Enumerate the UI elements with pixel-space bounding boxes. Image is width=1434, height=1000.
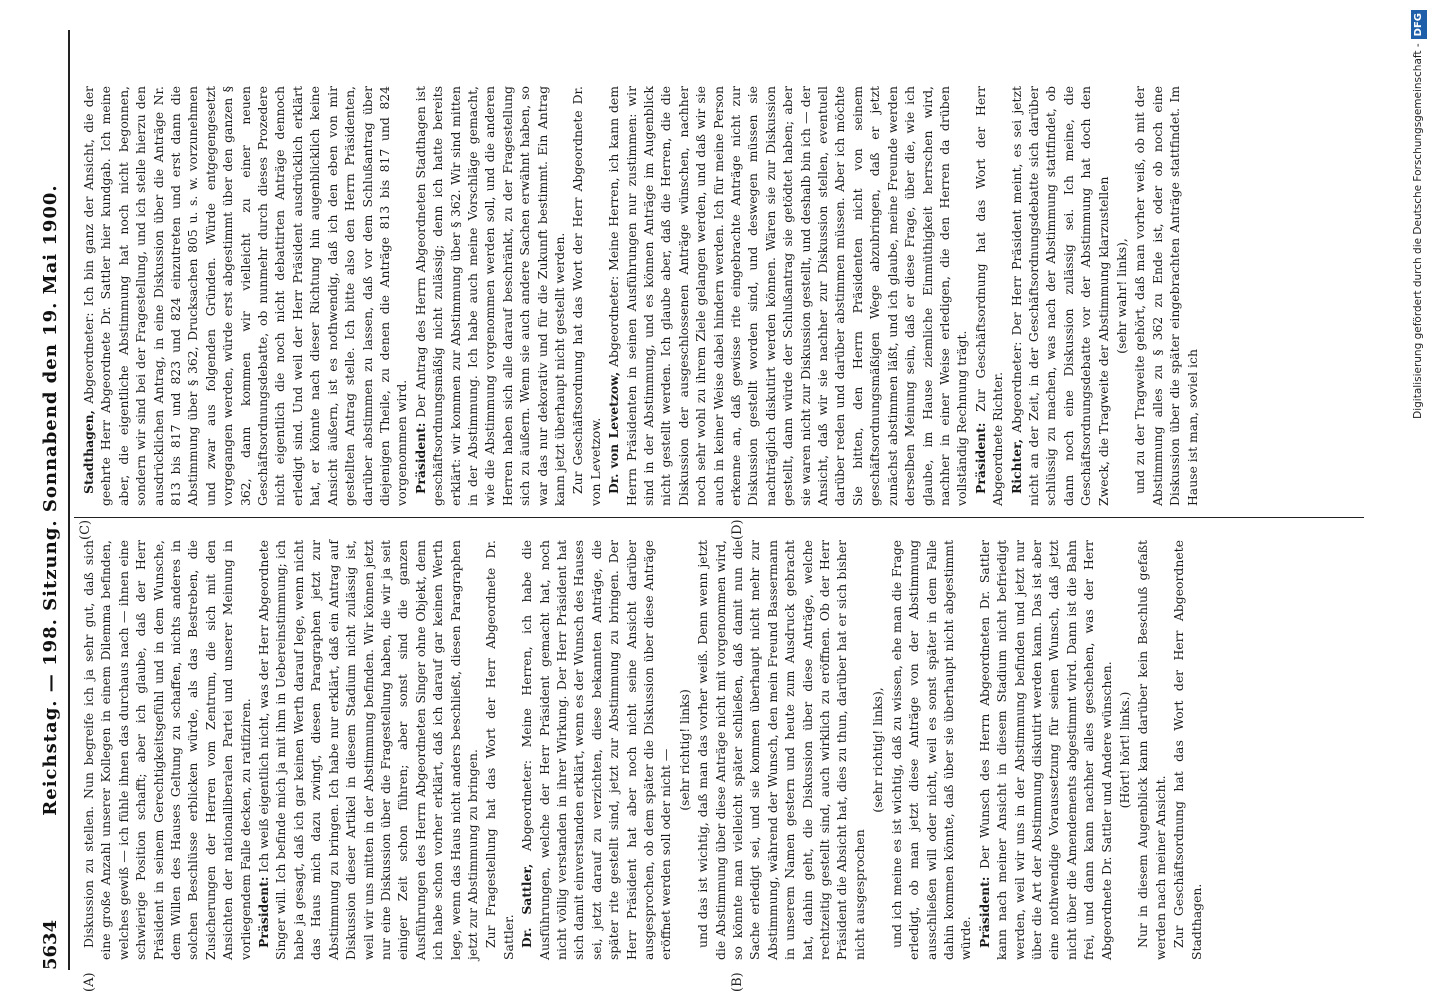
header-rule — [68, 30, 70, 970]
paragraph-text: (Hört! hört! links.) — [1116, 691, 1132, 809]
margin-mark-d: (D) — [730, 519, 745, 540]
paragraph-text: Zur Geschäftsordnung hat das Wort der Herr Abgeordnete Richter. — [972, 86, 1006, 506]
paragraph — [80, 86, 411, 506]
margin-mark-b: (B) — [730, 972, 745, 992]
paragraph — [1008, 86, 1112, 506]
paragraph-text: Abgeordneter: Der Herr Präsident meint, es sei jetzt nicht an der Zeit, in der Geschäftsordnungsdebatte sich darüber schlüssig zu machen, was nach der Abstimmung stattfindet, ob dann noch eine Diskussion zulässig sei. Ich meine, die Geschäftsordnungsdebatte vor der Abstimmung hat doch den Zweck, die Tragweite der Abstimmung klarzustellen — [1008, 86, 1111, 506]
right-column — [80, 86, 1202, 506]
paragraph-text: Zur Geschäftsordnung hat das Wort der Herr Abgeordnete Stadthagen. — [1171, 540, 1204, 960]
page-number: 5634 — [40, 919, 61, 970]
left-column — [80, 540, 1206, 960]
paragraph — [1170, 540, 1205, 960]
paragraph — [255, 540, 481, 960]
page-title: Reichstag. — 198. Sitzung. Sonnabend den 19. Mai 1900. — [40, 184, 61, 816]
paragraph — [605, 86, 971, 506]
paragraph-text: Zur Geschäftsordnung hat das Wort der Herr Abgeordnete Dr. von Levetzow. — [570, 86, 603, 506]
digitization-note: Digitalisierung gefördert durch die Deutsche Forschungsgemeinschaft - — [1412, 43, 1424, 419]
speaker-name: Dr. von Levetzow, — [606, 371, 622, 494]
paragraph-text: Ich weiß eigentlich nicht, was der Herr Abgeordnete Singer will. Ich befinde mich ja mit ihm in Uebereinstimmung; ich habe ja gesagt, daß ich gar keinen Werth darauf lege, wenn nicht das Haus mich dazu zwingt, diesen Paragraphen jetzt zur Abstimmung zu bringen. Ich habe nur erklärt, daß ein Antrag auf Diskussion dieser Artikel in diesem Stadium nicht zulässig ist, weil wir uns mitten in der Abstimmung befinden. Wir können jetzt nur eine Diskussion über die Fragestellung haben, die wir ja seit einiger Zeit schon führen; aber sonst sind die ganzen Ausführungen des Herrn Abgeordneten Singer ohne Objekt, denn ich habe schon vorher erklärt, daß ich darauf gar keinen Werth lege, wenn das Haus nicht anders beschließt, diesen Paragraphen jetzt zur Abstimmung zu bringen. — [256, 540, 480, 960]
paragraph-text: Abgeordneter: Meine Herren, ich kann dem Herrn Präsidenten in seinen Ausführungen nur zustimmen: wir sind in der Abstimmung, und es können Anträge im Augenblick nicht gestellt werden. Ich glaube aber, daß die Herren, die die Diskussion der ausgeschlossenen Anträge wünschen, nachher noch sehr wohl zu ihrem Ziele gelangen werden, und daß wir sie auch in keiner Weise dabei hindern werden. Ich für meine Person erkenne an, daß gewisse rite eingebrachte Anträge nicht zur Diskussion gestellt worden sind, und deswegen müssen sie nachträglich diskutirt werden können. Wären sie zur Diskussion gestellt, dann würde der Schlußantrag sie getödtet haben; aber sie waren nicht zur Diskussion gestellt, und deshalb bin ich — der Ansicht, daß wir sie nachher zur Diskussion stellen, eventuell darüber reden und darüber abstimmen müssen. Aber ich möchte Sie bitten, den Herrn Präsidenten nicht von seinem geschäftsordnungsmäßigen Wege abzubringen, daß er jetzt zunächst abstimmen läßt, und ich glaube, meine Freunde werden derselben Meinung sein, daß er diese Frage, über die, wie ich glaube, im Hause ziemliche Einmüthigkeit herrschen wird, nachher in einer Weise erledigen, die den Herren da drüben vollständig Rechnung trägt. — [606, 86, 970, 506]
paragraph-text: und das ist wichtig, daß man das vorher weiß. Denn wenn jetzt die Abstimmung über diese Anträge nicht mit vorgenommen wird, so könnte man vielleicht später schließen, daß damit nun die Sache erledigt sei, und sie kommen überhaupt nicht mehr zur Abstimmung, während der Wunsch, den mein Freund Bassermann in unserem Namen gestern und heute zum Ausdruck gebracht hat, dahin geht, die Diskussion über diese Anträge, welche rechtzeitig gestellt sind, auch wirklich zu eröffnen. Ob der Herr Präsident die Absicht hat, dies zu thun, darüber hat er sich bisher nicht ausgesprochen — [695, 540, 867, 960]
digitization-credit — [1408, 10, 1428, 985]
speaker-name: Präsident: — [976, 876, 992, 948]
column-rule — [74, 517, 1364, 518]
paragraph — [869, 540, 886, 960]
page-header — [40, 30, 64, 970]
paragraph-text: Abgeordneter: Ich bin ganz der Ansicht, die der geehrte Herr Abgeordnete Dr. Sattler hier kundgab. Ich meine aber, die eigentliche Abstimmung hat noch nicht begonnen, sondern wir sind bei der Fragestellung, und ich stelle hierzu den ausdrücklichen Antrag, in eine Diskussion über die Anträge Nr. 813 bis 817 und 823 und 824 einzutreten und erst dann die Abstimmung über § 362, Drucksachen 805 u. s. w. vorzunehmen und zwar aus folgenden Gründen. Würde entgegengesetzt vorgegangen werden, würde erst abgestimmt über den ganzen § 362, dann kommen wir vielleicht zu einer neuen Geschäftsordnungsdebatte, ob nunmehr durch dieses Prozedere nicht eigentlich die noch nicht debattirten Anträge dennoch erledigt sind. Und weil der Herr Präsident ausdrücklich erklärt hat, er könnte nach dieser Richtung hin augenblicklich keine Ansicht äußern, ist es nothwendig, daß ich den eben von mir gestellten Antrag stelle. Ich bitte also den Herrn Präsidenten, darüber abstimmen zu lassen, daß vor dem Schlußantrag über diejenigen Theile, zu denen die Anträge 813 bis 817 und 824 vorgenommen wird. — [81, 86, 410, 506]
margin-mark-a: (A) — [82, 972, 97, 992]
speaker-name: Stadthagen, — [81, 410, 96, 494]
speaker-name: Präsident: — [256, 876, 272, 948]
paragraph — [80, 540, 254, 960]
speaker-name: Präsident: — [412, 422, 428, 494]
paragraph-text: und ich meine es ist wichtig, daß zu wissen, ehe man die Frage erledigt, ob man jetzt diese Anträge von der Abstimmung ausschließen will oder nicht, weil es sonst später in dem Falle dahin kommen könnte, daß über sie überhaupt nicht abgestimmt würde. — [888, 540, 974, 960]
margin-mark-c: (C) — [78, 519, 93, 540]
paragraph-text: (sehr richtig! links) — [676, 689, 692, 811]
paragraph — [676, 540, 693, 960]
speaker-name: Dr. Sattler, — [519, 863, 535, 948]
paragraph — [694, 540, 868, 960]
paragraph-text: (sehr richtig! links), — [870, 687, 886, 813]
paragraph — [482, 540, 517, 960]
paragraph — [569, 86, 604, 506]
paragraph-text: Zur Fragestellung hat das Wort der Herr Abgeordnete Dr. Sattler. — [483, 540, 516, 960]
speaker-name: Richter, — [1008, 438, 1024, 494]
paragraph-text: Der Wunsch des Herrn Abgeordneten Dr. Sattler kann nach meiner Ansicht in diesem Stadium nicht befriedigt werden, weil wir uns in der Abstimmung befinden und jetzt nur über die Art der Abstimmung diskutirt werden kann. Das ist aber eine nothwendige Voraussetzung für seinen Wunsch, daß jetzt nicht über die Amendements abgestimmt wird. Dann ist die Bahn frei, und dann kann nachher alles geschehen, was der Herr Abgeordnete Dr. Sattler und Andere wünschen. — [976, 540, 1114, 960]
paragraph — [1113, 86, 1130, 506]
paragraph — [412, 86, 569, 506]
paragraph-text: Nur in diesem Augenblick kann darüber kein Beschluß gefaßt werden nach meiner Ansicht. — [1135, 540, 1168, 960]
paragraph — [1131, 86, 1201, 506]
paragraph — [1116, 540, 1133, 960]
paragraph-text: Der Antrag des Herrn Abgeordneten Stadthagen ist geschäftsordnungsmäßig nicht zulässig; denn ich hatte bereits erklärt: wir kommen zur Abstimmung über § 362. Wir sind mitten in der Abstimmung. Ich habe auch meine Vorschläge gemacht, wie die Abstimmung vorgenommen werden soll, und die anderen Herren haben sich alle darauf beschränkt, zu der Fragestellung sich zu äußern. Wenn sie auch andere Sachen erwähnt haben, so war das nur dekorativ und für die Zukunft bestimmt. Ein Antrag kann jetzt überhaupt nicht gestellt werden. — [412, 86, 567, 506]
paragraph-text: Diskussion zu stellen. Nun begreife ich ja sehr gut, daß sich eine große Anzahl unserer Kollegen in einem Dilemma befinden, welches gewiß — ich fühle ihnen das durchaus nach — ihnen eine schwierige Position schafft; aber ich glaube, daß der Herr Präsident in seinem Gerechtigkeitsgefühl und in dem Wunsche, dem Willen des Hauses Geltung zu schaffen, nichts anderes in solchen Beschlüsse erblicken würde, als das Bestreben, die Zusicherungen der Herren vom Zentrum, die sich mit den Ansichten der nationalliberalen Partei und unserer Meinung in vorliegendem Falle decken, zu ratifiziren. — [81, 540, 253, 960]
paragraph-text: Abgeordneter: Meine Herren, ich habe die Ausführungen, welche der Herr Präsident gemacht hat, noch nicht völlig verstanden in ihrer Wirkung. Der Herr Präsident hat sich damit einverstanden erklärt, wenn es der Wunsch des Hauses sei, jetzt darauf zu verzichten, diese bekannten Anträge, die später rite gestellt sind, jetzt zur Abstimmung zu bringen. Der Herr Präsident hat aber noch nicht seine Ansicht darüber ausgesprochen, ob dem später die Diskussion über diese Anträge eröffnet werden soll oder nicht — — [519, 540, 674, 960]
paragraph — [1134, 540, 1169, 960]
paragraph-text: und zu der Tragweite gehört, daß man vorher weiß, ob mit der Abstimmung alles zu § 362 zu Ende ist, oder ob noch eine Diskussion über die später eingebrachten Anträge stattfindet. Im Hause ist man, soviel ich — [1132, 86, 1200, 506]
dfg-logo: DFG — [1411, 10, 1427, 39]
paragraph — [976, 540, 1115, 960]
paragraph-text: (sehr wahr! links), — [1113, 238, 1129, 354]
paragraph — [972, 86, 1007, 506]
paragraph — [518, 540, 675, 960]
speaker-name: Präsident: — [972, 422, 988, 494]
paragraph — [888, 540, 975, 960]
